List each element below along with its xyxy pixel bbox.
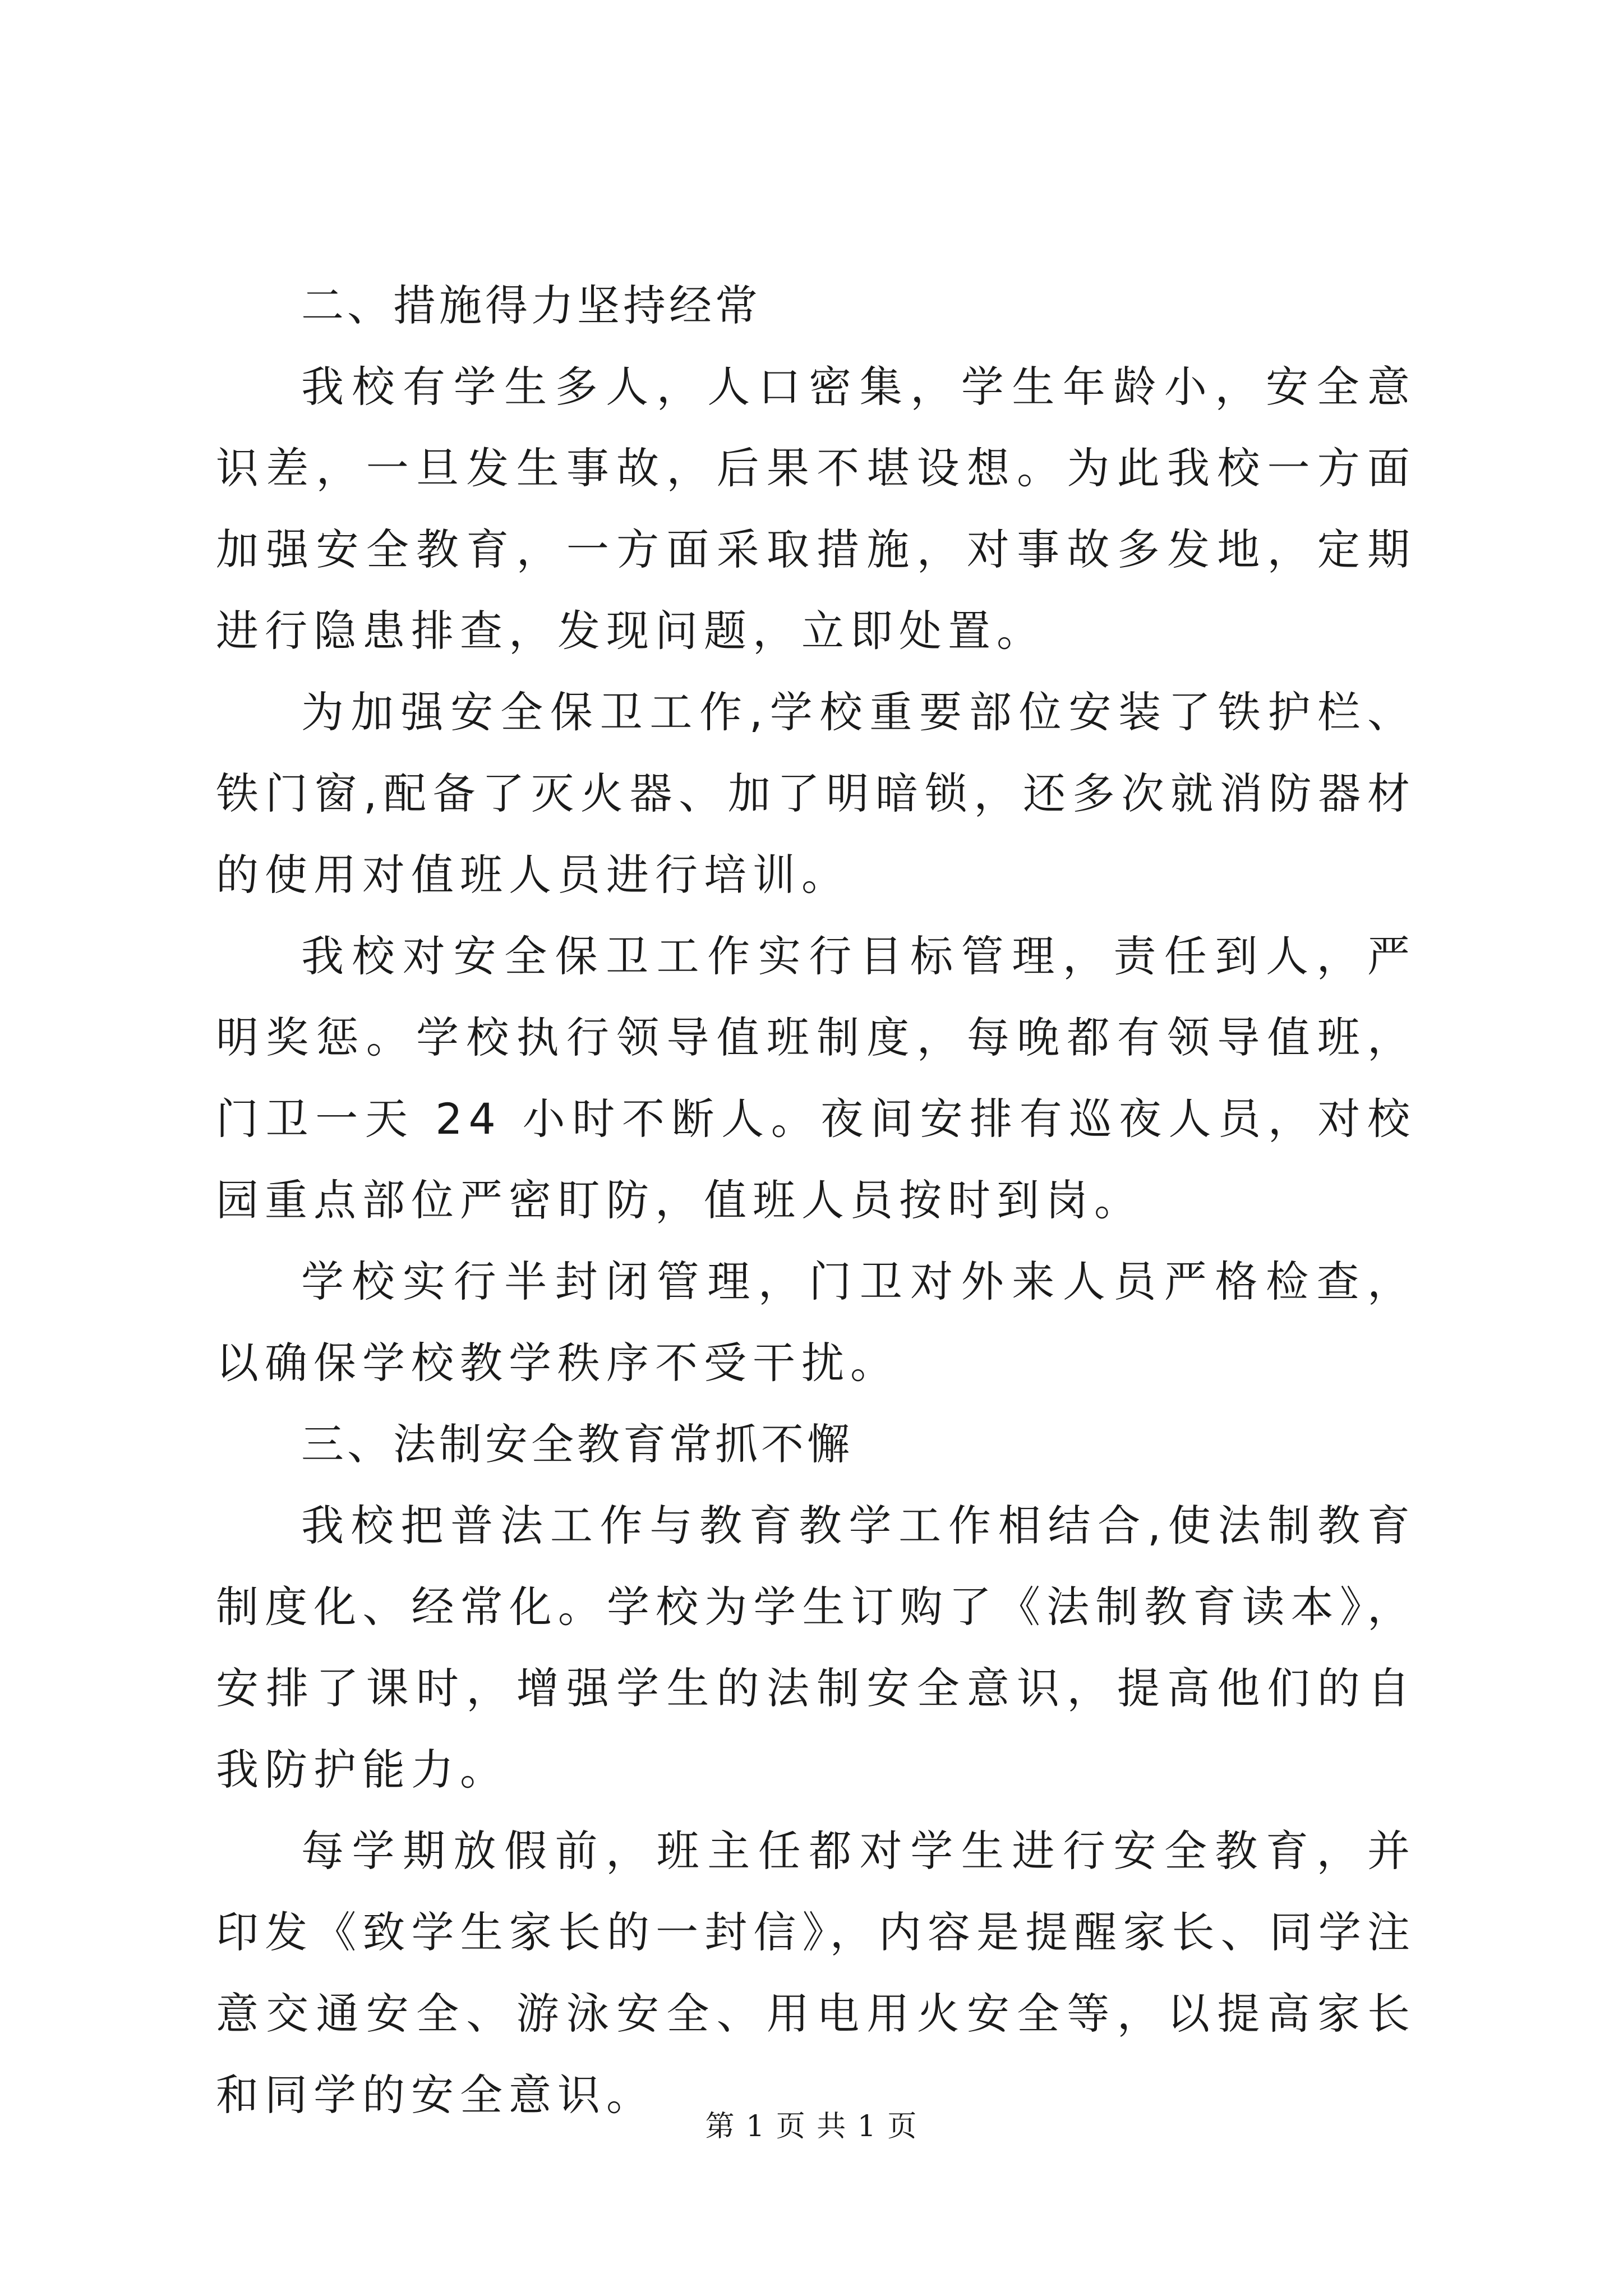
paragraph-security-facilities: 为加强安全保卫工作,学校重要部位安装了铁护栏、铁门窗,配备了灭火器、加了明暗锁，还多次就消防器材的使用对值班人员进行培训。: [216, 687, 1416, 900]
paragraph-law-education: 我校把普法工作与教育教学工作相结合,使法制教育制度化、经常化。学校为学生订购了《法制教育读本》，安排了课时，增强学生的法制安全意识，提高他们的自我防护能力。: [216, 1501, 1416, 1795]
paragraph-target-management: 我校对安全保卫工作实行目标管理，责任到人，严明奖惩。学校执行领导值班制度，每晚都有领导值班，门卫一天 24 小时不断人。夜间安排有巡夜人员，对校园重点部位严密盯防，值班人员按时到岗。: [216, 931, 1416, 1225]
paragraph-semi-closed-management: 学校实行半封闭管理，门卫对外来人员严格检查，以确保学校教学秩序不受干扰。: [216, 1257, 1416, 1388]
document-body: [216, 265, 1416, 2136]
paragraph-safety-overview: 我校有学生多人，人口密集，学生年龄小，安全意识差，一旦发生事故，后果不堪设想。为此我校一方面加强安全教育，一方面采取措施，对事故多发地，定期进行隐患排查，发现问题，立即处置。: [216, 362, 1416, 656]
page-footer: 第 1 页 共 1 页: [705, 2110, 918, 2143]
paragraph-holiday-safety: 每学期放假前，班主任都对学生进行安全教育，并印发《致学生家长的一封信》，内容是提醒家长、同学注意交通安全、游泳安全、用电用火安全等，以提高家长和同学的安全意识。: [216, 1826, 1416, 2120]
section-heading-legal-education: 三、法制安全教育常抓不懈: [301, 1419, 853, 1469]
section-heading-measures: 二、措施得力坚持经常: [301, 280, 761, 330]
